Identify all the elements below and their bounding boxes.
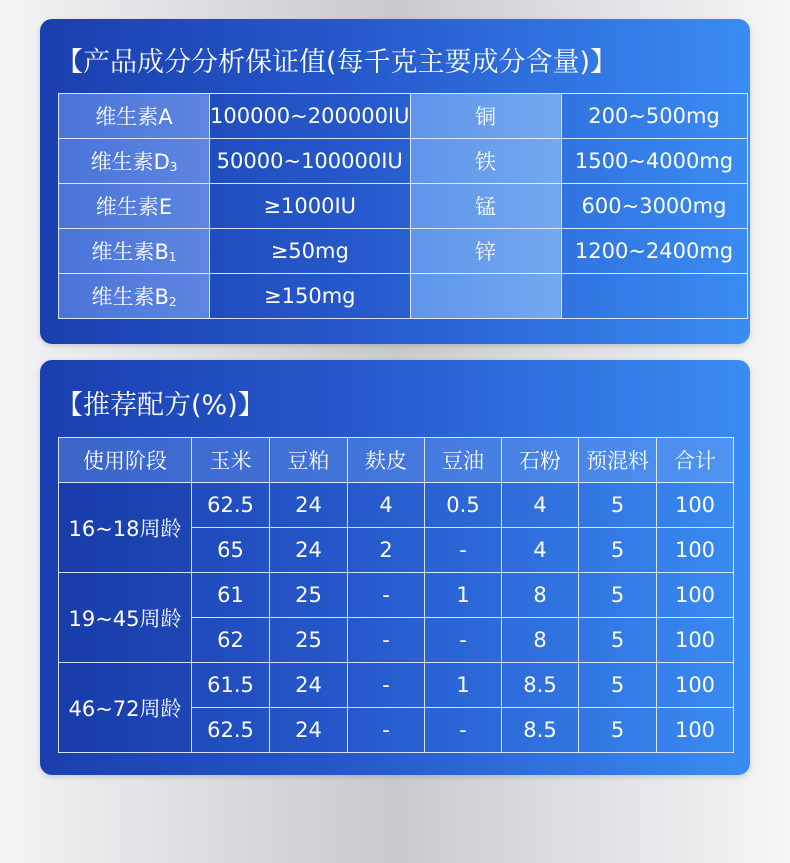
- formula-value-cell: -: [425, 618, 502, 663]
- guarantee-row: [59, 184, 748, 229]
- vitamin-subscript: 3: [169, 160, 178, 174]
- mineral-value: 1200~2400mg: [561, 229, 747, 274]
- mineral-name: 铜: [410, 94, 561, 139]
- formula-row: [59, 483, 734, 528]
- vitamin-value: ≥1000IU: [210, 184, 411, 229]
- formula-value-cell: 61.5: [192, 663, 270, 708]
- formula-value-cell: 2: [348, 528, 425, 573]
- stage-cell: 16~18周龄: [59, 483, 192, 573]
- formula-value-cell: 25: [270, 573, 348, 618]
- formula-row: [59, 573, 734, 618]
- formula-value-cell: -: [348, 708, 425, 753]
- vitamin-name-cell: [59, 229, 210, 274]
- vitamin-name-cell: [59, 139, 210, 184]
- guarantee-panel: [40, 19, 750, 344]
- vitamin-value: 50000~100000IU: [210, 139, 411, 184]
- formula-value-cell: 1: [425, 663, 502, 708]
- formula-value-cell: -: [348, 573, 425, 618]
- formula-value-cell: -: [425, 708, 502, 753]
- formula-header-cell: 豆油: [425, 438, 502, 483]
- formula-value-cell: 100: [657, 708, 734, 753]
- formula-header-cell: 豆粕: [270, 438, 348, 483]
- formula-header-row: [59, 438, 734, 483]
- formula-value-cell: 8: [502, 573, 579, 618]
- formula-value-cell: 62: [192, 618, 270, 663]
- formula-header-cell: 预混料: [579, 438, 657, 483]
- vitamin-name: 维生素A: [95, 105, 173, 129]
- vitamin-value: ≥50mg: [210, 229, 411, 274]
- formula-value-cell: 25: [270, 618, 348, 663]
- formula-value-cell: 100: [657, 528, 734, 573]
- formula-value-cell: 1: [425, 573, 502, 618]
- formula-value-cell: 8: [502, 618, 579, 663]
- mineral-name: [410, 274, 561, 319]
- stage-cell: 19~45周龄: [59, 573, 192, 663]
- formula-value-cell: 5: [579, 483, 657, 528]
- formula-table: [58, 437, 734, 753]
- formula-value-cell: 100: [657, 663, 734, 708]
- formula-value-cell: -: [348, 663, 425, 708]
- formula-value-cell: 4: [348, 483, 425, 528]
- mineral-name: 锌: [410, 229, 561, 274]
- formula-header-cell: 麸皮: [348, 438, 425, 483]
- formula-value-cell: 100: [657, 618, 734, 663]
- formula-value-cell: 24: [270, 708, 348, 753]
- mineral-value: [561, 274, 747, 319]
- guarantee-row: [59, 274, 748, 319]
- formula-value-cell: 8.5: [502, 708, 579, 753]
- guarantee-row: [59, 229, 748, 274]
- vitamin-name-cell: [59, 94, 210, 139]
- mineral-value: 1500~4000mg: [561, 139, 747, 184]
- mineral-name: 锰: [410, 184, 561, 229]
- vitamin-value: ≥150mg: [210, 274, 411, 319]
- formula-value-cell: 5: [579, 708, 657, 753]
- formula-value-cell: 5: [579, 618, 657, 663]
- formula-value-cell: 5: [579, 573, 657, 618]
- formula-panel: [40, 360, 750, 775]
- vitamin-subscript: 2: [168, 295, 177, 309]
- guarantee-title: 【产品成分分析保证值(每千克主要成分含量)】: [56, 47, 618, 78]
- formula-header-cell: 玉米: [192, 438, 270, 483]
- formula-header-cell: 合计: [657, 438, 734, 483]
- mineral-value: 200~500mg: [561, 94, 747, 139]
- vitamin-value: 100000~200000IU: [210, 94, 411, 139]
- stage-cell: 46~72周龄: [59, 663, 192, 753]
- formula-value-cell: 5: [579, 663, 657, 708]
- formula-value-cell: 5: [579, 528, 657, 573]
- vitamin-subscript: 1: [168, 250, 177, 264]
- formula-value-cell: -: [348, 618, 425, 663]
- formula-row: [59, 663, 734, 708]
- formula-value-cell: 0.5: [425, 483, 502, 528]
- formula-value-cell: 61: [192, 573, 270, 618]
- mineral-name: 铁: [410, 139, 561, 184]
- formula-title: 【推荐配方(%)】: [56, 390, 265, 421]
- formula-value-cell: 24: [270, 483, 348, 528]
- formula-value-cell: 24: [270, 528, 348, 573]
- formula-value-cell: 24: [270, 663, 348, 708]
- vitamin-name-cell: [59, 184, 210, 229]
- vitamin-name: 维生素B: [91, 285, 169, 309]
- guarantee-table: [58, 93, 748, 319]
- mineral-value: 600~3000mg: [561, 184, 747, 229]
- formula-header-cell: 使用阶段: [59, 438, 192, 483]
- guarantee-row: [59, 139, 748, 184]
- guarantee-row: [59, 94, 748, 139]
- formula-value-cell: 100: [657, 483, 734, 528]
- formula-value-cell: 4: [502, 528, 579, 573]
- vitamin-name: 维生素B: [91, 240, 169, 264]
- vitamin-name-cell: [59, 274, 210, 319]
- formula-value-cell: 100: [657, 573, 734, 618]
- formula-value-cell: 62.5: [192, 483, 270, 528]
- formula-value-cell: 8.5: [502, 663, 579, 708]
- vitamin-name: 维生素D: [90, 150, 170, 174]
- formula-value-cell: 4: [502, 483, 579, 528]
- formula-value-cell: 65: [192, 528, 270, 573]
- vitamin-name: 维生素E: [95, 195, 173, 219]
- formula-value-cell: -: [425, 528, 502, 573]
- formula-value-cell: 62.5: [192, 708, 270, 753]
- formula-header-cell: 石粉: [502, 438, 579, 483]
